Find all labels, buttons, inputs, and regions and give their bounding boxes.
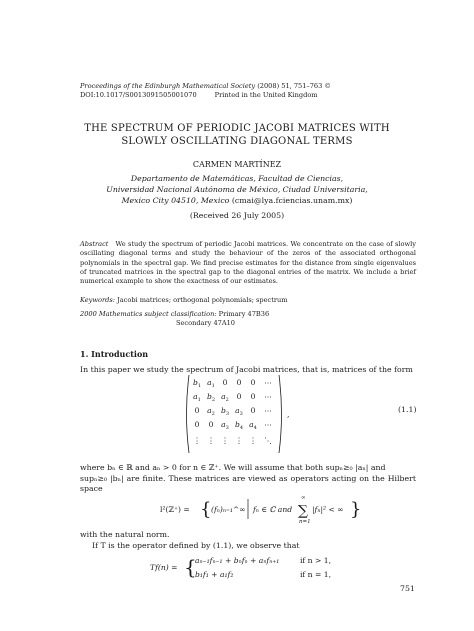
matrix-right-paren (279, 375, 282, 453)
matrix-cell: 0 (236, 378, 242, 387)
matrix-cell: 0 (250, 392, 256, 401)
matrix-cell: $b_4$ (234, 420, 244, 431)
intro-paragraph: In this paper we study the spectrum of Jacobi matrices, that is, matrices of the form (80, 365, 413, 374)
hilbert-space-definition (160, 491, 360, 527)
matrix-cells (193, 378, 272, 445)
abstract-label: Abstract (80, 240, 109, 248)
assumption-line-2: supₙ≥₀ |bₙ| are finite. These matrices are viewed as operators acting on the Hilbert space (80, 473, 416, 494)
keywords-label: Keywords: (80, 296, 115, 304)
msc-secondary: Secondary 47A10 (176, 319, 235, 327)
matrix-cell: ⋯ (264, 406, 272, 415)
jacobi-matrix (183, 373, 293, 455)
case-2-expression: b₁f₁ + a₁f₂ (195, 570, 234, 579)
matrix-cell: $b_3$ (220, 406, 230, 417)
matrix-cell: $a_1$ (207, 378, 215, 389)
matrix-cell: ⋱ (264, 436, 272, 445)
operator-definition (150, 553, 420, 581)
case-1-expression: aₙ₋₁fₙ₋₁ + bₙfₙ + aₙfₙ₊₁ (195, 556, 280, 565)
doi-line (80, 91, 318, 100)
keywords (80, 296, 288, 304)
journal-citation (80, 82, 331, 91)
hilbert-space-svg (160, 491, 360, 527)
sum-symbol: ∑ (298, 503, 308, 519)
hilbert-lhs: l²(ℤ⁺) = (160, 505, 190, 514)
paper-title-line-2: SLOWLY OSCILLATING DIAGONAL TERMS (121, 136, 353, 147)
msc-classification (80, 310, 269, 318)
matrix-cell: 0 (194, 420, 200, 429)
matrix-cell: 0 (236, 392, 242, 401)
journal-name: Proceedings of the Edinburgh Mathematical Society (80, 82, 256, 90)
affiliation-city: Mexico City 04510, Mexico (121, 196, 230, 205)
section-heading: 1. Introduction (80, 349, 149, 359)
affiliation-line-2: Universidad Nacional Autónoma de México, Ciudad Universitaria, (106, 185, 368, 194)
author-email[interactable]: (cmai@lya.fciencias.unam.mx) (231, 196, 353, 205)
keywords-text: Jacobi matrices; orthogonal polynomials; spectrum (117, 296, 288, 304)
matrix-cell: ⋮ (207, 436, 215, 445)
cases-brace: { (184, 555, 197, 579)
sum-term: |fₙ|² < ∞ (312, 505, 344, 514)
left-brace: { (200, 499, 212, 520)
matrix-cell: $b_2$ (206, 392, 216, 403)
abstract (80, 240, 416, 286)
matrix-cell: $a_2$ (207, 406, 215, 417)
case-2-condition: if n = 1, (300, 570, 331, 579)
matrix-cell: $a_1$ (193, 392, 201, 403)
msc-primary: Primary 47B36 (218, 310, 270, 318)
matrix-cell: 0 (208, 420, 214, 429)
matrix-cell: $a_2$ (221, 392, 229, 403)
matrix-cell: $b_1$ (192, 378, 202, 389)
assumption-line-1: where bₙ ∈ ℝ and aₙ > 0 for n ∈ ℤ⁺. We will assume that both supₙ≥₀ |aₙ| and (80, 463, 386, 472)
author-name: CARMEN MARTÍNEZ (192, 160, 282, 169)
matrix-cell: ⋮ (235, 436, 243, 445)
matrix-cell: 0 (250, 378, 256, 387)
natural-norm-text: with the natural norm. (80, 530, 170, 539)
affiliation-line-3 (40, 195, 434, 206)
matrix-cell: $a_3$ (221, 420, 229, 431)
matrix-cell: ⋮ (221, 436, 229, 445)
affiliation-line-1: Departamento de Matemáticas, Facultad de Ciencias, (130, 174, 344, 183)
matrix-cell: $a_3$ (235, 406, 243, 417)
operator-lhs: Tf(n) = (150, 563, 178, 572)
matrix-cell: 0 (222, 378, 228, 387)
matrix-cell: ⋯ (264, 392, 272, 401)
matrix-cell: 0 (250, 406, 256, 415)
paper-title-line-1: THE SPECTRUM OF PERIODIC JACOBI MATRICES WITH (84, 123, 390, 134)
doi: DOI:10.1017/S0013091505001070 (80, 91, 197, 99)
matrix-cell: ⋮ (249, 436, 257, 445)
msc-label: 2000 Mathematics subject classification: (80, 310, 217, 318)
sum-lower-limit: n=1 (299, 519, 311, 525)
matrix-left-paren (187, 375, 190, 453)
page-number: 751 (400, 584, 415, 593)
equation-number: (1.1) (398, 405, 417, 414)
hilbert-condition: fₙ ∈ ℂ and (253, 505, 293, 514)
case-1-condition: if n > 1, (300, 556, 331, 565)
operator-definition-svg (150, 553, 420, 581)
sum-upper-limit: ∞ (301, 495, 306, 501)
matrix-cell: ⋮ (193, 436, 201, 445)
matrix-cell: ⋯ (264, 420, 272, 429)
printed-in: Printed in the United Kingdom (214, 91, 318, 99)
hilbert-sequence: (fₙ)ₙ₌₁^∞ (211, 505, 246, 514)
received-date: (Received 26 July 2005) (189, 211, 285, 220)
abstract-text: We study the spectrum of periodic Jacobi matrices. We concentrate on the case of slowly oscillating diagonal terms and study the behaviour of the zeros of the associated orthogonal polynomials in the spectral gap. We find precise estimates for the distance from single eigenvalues of truncated matrices in the spectral gap to the diagonal entries of the matrix. We include a brief numerical example to show the exactness of our estimates. (80, 240, 416, 286)
right-brace: } (350, 499, 362, 520)
matrix-trailing-comma: , (287, 410, 290, 419)
operator-paragraph: If T is the operator defined by (1.1), we observe that (92, 541, 300, 550)
matrix-cell: ⋯ (264, 378, 272, 387)
matrix-cell: 0 (194, 406, 200, 415)
jacobi-matrix-svg (183, 373, 293, 455)
journal-volume: (2008) 51, 751–763 © (255, 82, 331, 90)
matrix-cell: $a_4$ (249, 420, 257, 431)
